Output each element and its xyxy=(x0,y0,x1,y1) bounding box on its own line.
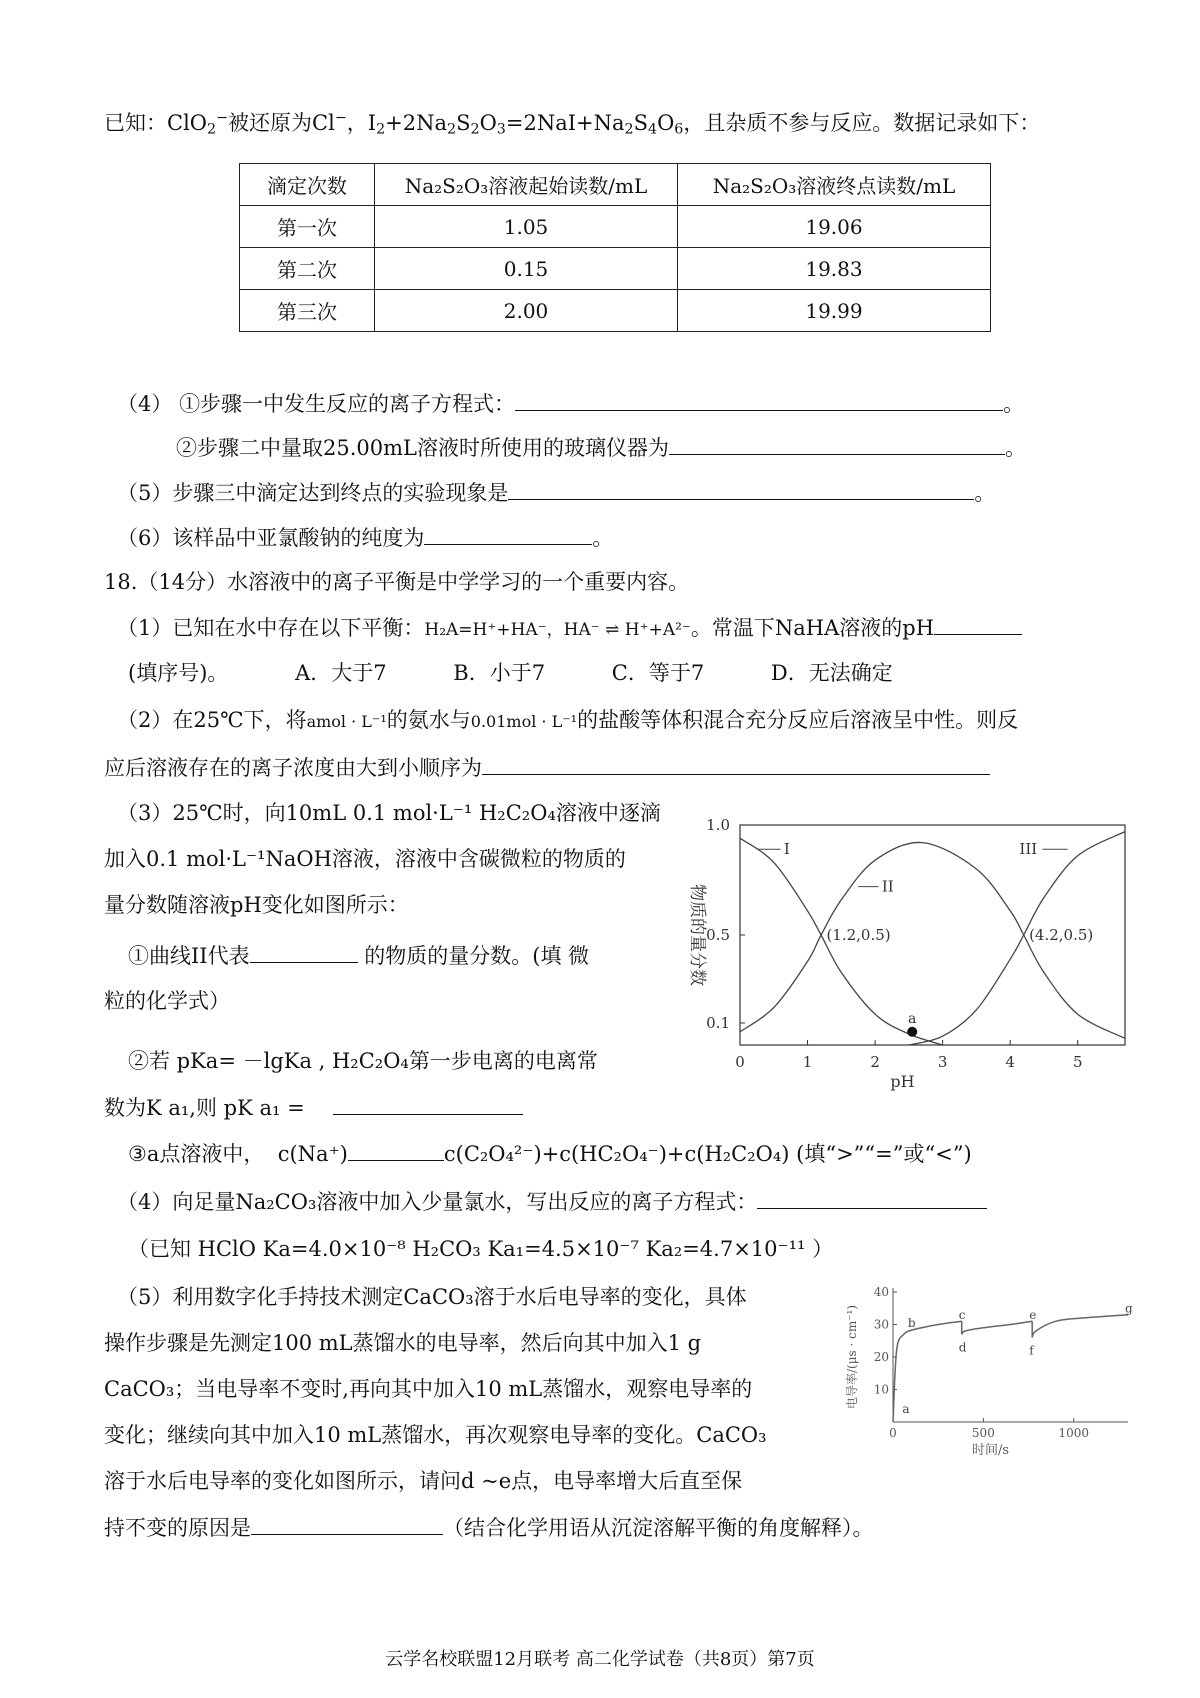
q18-3-q1-cont: 粒的化学式） xyxy=(104,989,230,1013)
point-a-label: a xyxy=(908,1010,917,1027)
table-cell: 第二次 xyxy=(240,248,375,290)
answer-blank[interactable] xyxy=(934,612,1022,635)
point-label-f: f xyxy=(1029,1343,1034,1358)
x-tick-label: 500 xyxy=(971,1426,995,1440)
q18-2-line2: 应后溶液存在的离子浓度由大到小顺序为 xyxy=(104,752,990,783)
page-footer: 云学名校联盟12月联考 高二化学试卷（共8页）第7页 xyxy=(385,1649,815,1670)
table-row xyxy=(240,290,991,332)
q18-4-line: （4）向足量Na₂CO₃溶液中加入少量氯水，写出反应的离子方程式： xyxy=(117,1186,987,1217)
x-tick-label: 1000 xyxy=(1058,1426,1090,1440)
table-row xyxy=(240,206,991,248)
q18-1-line2: (填序号)。 A．大于7 B．小于7 C．等于7 D．无法确定 xyxy=(128,661,893,685)
q5-line: （5）步骤三中滴定达到终点的实验现象是 。 xyxy=(117,477,995,508)
series-label: I xyxy=(783,840,790,859)
y-tick-label: 10 xyxy=(873,1382,889,1397)
q18-3-q2-cont: 数为K a₁,则 pK a₁ = xyxy=(104,1092,523,1123)
x-tick-label: 1 xyxy=(802,1053,813,1071)
option-c: C．等于7 xyxy=(611,661,705,685)
known-line: 已知：ClO$_2$−被还原为Cl−，$I_2+2Na_2S_2O_3=2NaI+Na_2S_4O_6$，且杂质不参与反应。数据记录如下： xyxy=(104,110,1041,138)
answer-blank[interactable] xyxy=(482,752,990,775)
point-label-b: b xyxy=(907,1315,916,1330)
x-tick-label: 2 xyxy=(870,1053,880,1071)
q18-3-q3: ③a点溶液中， c(Na⁺) c(C₂O₄²⁻)+c(HC₂O₄⁻)+c(H₂C₂O₄) (填“>”“=”或“<”) xyxy=(128,1138,972,1169)
answer-blank[interactable] xyxy=(508,477,974,500)
q18-5-line3: CaCO₃；当电导率不变时,再向其中加入10 mL蒸馏水，观察电导率的 xyxy=(104,1377,753,1401)
x-tick-label: 5 xyxy=(1072,1053,1083,1071)
q4-part1: （4） ①步骤一中发生反应的离子方程式： 。 xyxy=(117,388,1024,419)
table-cell: 第三次 xyxy=(240,290,375,332)
table-header: 滴定次数 xyxy=(240,164,375,206)
table-header: Na₂S₂O₃溶液终点读数/mL xyxy=(678,164,991,206)
point-label-a: a xyxy=(902,1402,910,1416)
x-axis-label: 时间/s xyxy=(971,1443,1010,1458)
x-tick-label: 4 xyxy=(1005,1053,1015,1071)
answer-blank[interactable] xyxy=(333,1092,523,1115)
table-cell: 第一次 xyxy=(240,206,375,248)
table-row xyxy=(240,248,991,290)
answer-blank[interactable] xyxy=(348,1138,444,1161)
table-header-row xyxy=(240,164,991,206)
x-tick-label: 0 xyxy=(735,1053,745,1071)
table-cell: 0.15 xyxy=(375,248,678,290)
conductivity-segment xyxy=(1032,1315,1128,1338)
crossing-label-1: (1.2,0.5) xyxy=(826,926,891,944)
table-cell: 19.99 xyxy=(678,290,991,332)
table-cell: 19.83 xyxy=(678,248,991,290)
q6-line: （6）该样品中亚氯酸钠的纯度为 。 xyxy=(117,522,613,553)
q18-1-line1: （1）已知在水中存在以下平衡：H₂A=H⁺+HA⁻，HA⁻ ⇌ H⁺+A²⁻。常温下NaHA溶液的pH xyxy=(117,612,1022,645)
y-axis-label: 电导率/(μs · cm⁻¹) xyxy=(845,1304,859,1410)
q18-5-line6: 持不变的原因是 （结合化学用语从沉淀溶解平衡的角度解释）。 xyxy=(104,1512,874,1543)
answer-blank[interactable] xyxy=(669,432,1005,455)
y-tick-label: 0.1 xyxy=(706,1014,730,1032)
titration-table xyxy=(239,163,991,332)
series-label: III xyxy=(1019,840,1038,859)
y-axis-label: 物质的量分数 xyxy=(687,884,707,986)
y-tick-label: 20 xyxy=(873,1350,889,1364)
q18-5-line1: （5）利用数字化手持技术测定CaCO₃溶于水后电导率的变化，具体 xyxy=(117,1285,747,1309)
x-axis-label: pH xyxy=(890,1072,915,1091)
q18-3-line1: （3）25℃时，向10mL 0.1 mol·L⁻¹ H₂C₂O₄溶液中逐滴 xyxy=(117,801,661,825)
point-label-e: e xyxy=(1029,1307,1037,1322)
conductivity-segment xyxy=(962,1321,1032,1334)
y-tick-label: 0.5 xyxy=(706,926,730,944)
q18-3-line3: 量分数随溶液pH变化如图所示： xyxy=(104,893,409,917)
option-b: B．小于7 xyxy=(453,661,546,685)
answer-blank[interactable] xyxy=(515,388,1003,411)
x-tick-label: 3 xyxy=(937,1053,948,1071)
q18-5-line5: 溶于水后电导率的变化如图所示，请问d ~e点，电导率增大后直至保 xyxy=(104,1469,743,1493)
q18-3-q2: ②若 pKa= －lgKa , H₂C₂O₄第一步电离的电离常 xyxy=(128,1049,598,1073)
y-tick-label: 30 xyxy=(873,1317,889,1332)
point-label-c: c xyxy=(958,1307,966,1322)
answer-blank[interactable] xyxy=(251,1512,443,1535)
series-label: II xyxy=(881,877,894,896)
q18-3-q1: ①曲线II代表 的物质的量分数。(填 微 xyxy=(128,940,589,971)
table-cell: 2.00 xyxy=(375,290,678,332)
answer-blank[interactable] xyxy=(757,1186,987,1209)
x-tick-label: 0 xyxy=(889,1426,897,1440)
answer-blank[interactable] xyxy=(424,522,592,545)
q18-title: 18.（14分）水溶液中的离子平衡是中学学习的一个重要内容。 xyxy=(104,570,690,594)
table-header: Na₂S₂O₃溶液起始读数/mL xyxy=(375,164,678,206)
q18-5-line2: 操作步骤是先测定100 mL蒸馏水的电导率，然后向其中加入1 g xyxy=(104,1331,702,1355)
q18-3-line2: 加入0.1 mol·L⁻¹NaOH溶液，溶液中含碳微粒的物质的 xyxy=(104,847,626,871)
q18-5-line4: 变化；继续向其中加入10 mL蒸馏水，再次观察电导率的变化。CaCO₃ xyxy=(104,1423,767,1447)
q4-part2: ②步骤二中量取25.00mL溶液时所使用的玻璃仪器为 。 xyxy=(176,432,1026,463)
table-cell: 19.06 xyxy=(678,206,991,248)
y-tick-label: 1.0 xyxy=(706,816,730,834)
q18-2-line1: （2）在25℃下，将amol · L⁻¹的氨水与0.01mol · L⁻¹的盐酸等体积混合充分反应后溶液呈中性。则反 xyxy=(117,708,1019,732)
crossing-label-2: (4.2,0.5) xyxy=(1029,926,1094,944)
q18-4-known: （已知 HClO Ka=4.0×10⁻⁸ H₂CO₃ Ka₁=4.5×10⁻⁷ Ka₂=4.7×10⁻¹¹ ） xyxy=(128,1237,834,1261)
table-cell: 1.05 xyxy=(375,206,678,248)
y-tick-label: 40 xyxy=(873,1285,889,1299)
conductivity-chart xyxy=(838,1282,1138,1462)
option-a: A．大于7 xyxy=(295,661,387,685)
point-a xyxy=(907,1027,917,1037)
species-fraction-chart xyxy=(660,800,1130,1092)
option-d: D．无法确定 xyxy=(770,661,893,685)
point-label-d: d xyxy=(958,1340,967,1355)
answer-blank[interactable] xyxy=(250,940,358,963)
point-label-g: g xyxy=(1125,1301,1133,1316)
